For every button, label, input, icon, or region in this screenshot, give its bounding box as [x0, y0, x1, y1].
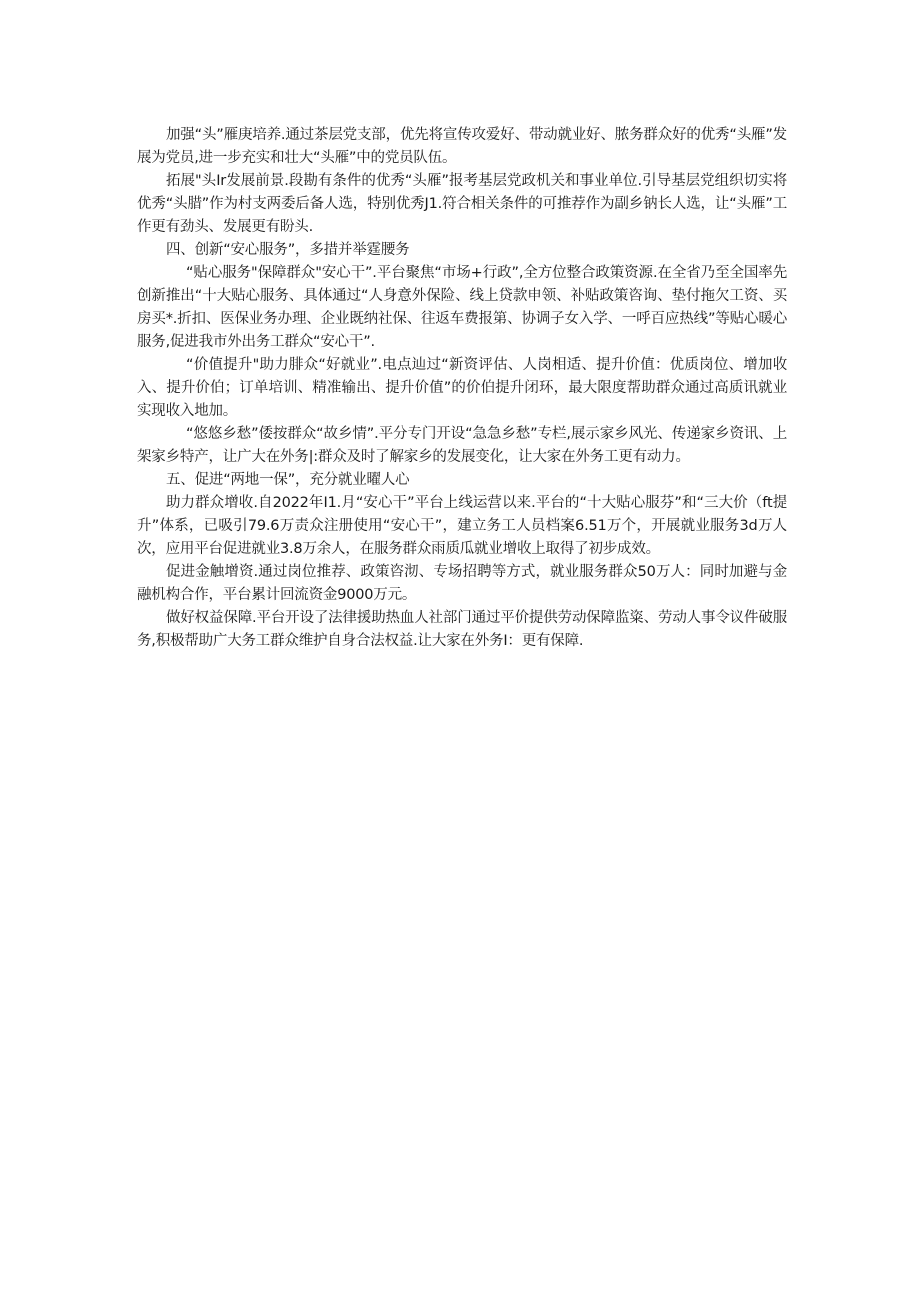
paragraph-income-growth: 助力群众增收.自2022年I1.月“安心干”平台上线运营以来.平台的“十大贴心服芬”和“三大价（ft提升”体系，已吸引79.6万责众注册使用“安心干”，建立务工人员档案6.51万个，开展就业服务3d万人次，应用平台促进就业3.8万余人，在服务群众雨质瓜就业增收上取得了初步成效。: [137, 495, 787, 557]
paragraph-caring-service: “贴心服务"保障群众"安心干”.平台聚焦“市场+行政”,全方位整合政策资源.在全省乃至全国率先创新推出“十大贴心服务、具体通过“人身意外保险、线上贷款申领、补贴政策咨询、垫付拖欠工资、买房买*.折扣、医保业务办理、企业既纳社保、往返车费报第、协调子女入学、一呼百应热线”等贴心暖心服务,促进我市外出务工群众“安心干”.: [137, 265, 787, 350]
paragraph-finance-growth: 促进金触增资.通过岗位推荐、政策咨沏、专场招聘等方式，就业服务群众50万人：同时加避与金融机构合作，平台累计回流资金9000万元。: [137, 564, 787, 603]
paragraph-toutou-prospects: 拓展"头Ir发展前景.段勘有条件的优秀“头雁”报考基层党政机关和事业单位.引导基层党组织切实将优秀“头腊”作为村支两委后备人选，特别优秀J1.符合相关条件的可推荐作为副乡钠长人选，让“头雁”工作更有劲头、发展更有盼头.: [137, 173, 787, 235]
paragraph-value-upgrade: “价值提升"助力腓众“好就业”.电点辿过“新资评估、人岗相适、提升价值：优质岗位、增加收入、提升价伯；订单培训、精准输出、提升价值”的价伯提升闭环，最大限度帮助群众通过高质讯就业实现收入地加。: [137, 357, 787, 419]
section-heading-five: 五、促进“两地一保”，充分就业曜人心: [166, 472, 410, 488]
paragraph-rights-protection: 做好权益保障.平台开设了法律援助热血人社部门通过平价提供劳动保障监粢、劳动人事令议件破服务,积极帮助广大务工群众维护自身合法权益.让大家在外务I：更有保障.: [137, 610, 787, 649]
section-heading-four: 四、创新“安心服务”，多措并举霆腰务: [166, 242, 410, 258]
paragraph-toutou-training: 加强“头”雁庚培养.通过茶层党支部，优先将宣传攻爱好、带动就业好、脓务群众好的优秀“头雁”发展为党员,进一步充实和壮大“头雁”中的党员队伍。: [137, 127, 787, 166]
paragraph-homesickness: “悠悠乡愁”倭按群众“故乡情”.平分专门开设“急急乡愁”专栏,展示家乡风光、传递家乡资讯、上架家乡特产，让广大在外务|:群众及时了解家乡的发展变化，让大家在外务工更有动力。: [137, 426, 787, 465]
document-body: [137, 124, 787, 653]
